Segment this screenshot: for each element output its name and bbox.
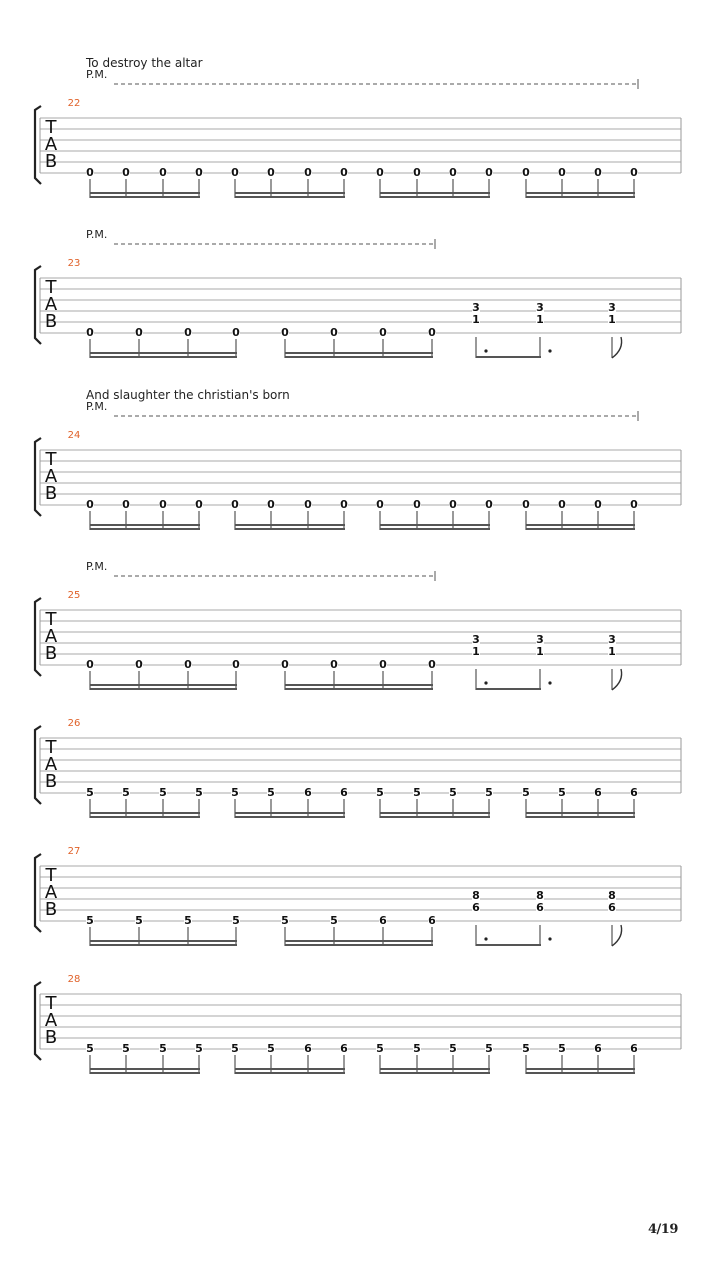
dotted-note-dot (548, 349, 551, 352)
fret-number: 0 (135, 326, 143, 339)
fret-number: 5 (195, 786, 203, 799)
beam-lower (235, 1072, 345, 1074)
fret-number: 5 (330, 914, 338, 927)
fret-number: 5 (376, 786, 384, 799)
fret-number: 5 (231, 786, 239, 799)
fret-number: 0 (330, 326, 338, 339)
beam-upper (90, 1068, 200, 1070)
dotted-note-dot (484, 681, 487, 684)
chord-fret-bottom: 6 (608, 901, 616, 914)
tab-clef-letter: T (45, 117, 57, 138)
fret-number: 5 (522, 1042, 530, 1055)
fret-number: 0 (630, 498, 638, 511)
fret-number: 0 (267, 498, 275, 511)
fret-number: 0 (232, 326, 240, 339)
beam-upper (526, 524, 635, 526)
beam-lower (90, 944, 237, 946)
fret-number: 5 (135, 914, 143, 927)
fret-number: 0 (485, 498, 493, 511)
chord-fret-top: 3 (608, 301, 616, 314)
eighth-note-flag (612, 337, 622, 358)
fret-number: 0 (267, 166, 275, 179)
beam-lower (90, 816, 200, 818)
chord-fret-top: 3 (608, 633, 616, 646)
fret-number: 6 (630, 786, 638, 799)
fret-number: 6 (428, 914, 436, 927)
chord-fret-top: 3 (472, 633, 480, 646)
fret-number: 0 (86, 498, 94, 511)
beam-lower (285, 356, 433, 358)
beam-lower (90, 356, 237, 358)
measure-number: 28 (67, 974, 81, 985)
palm-mute-label: P.M. (86, 400, 108, 413)
page-number: 4/19 (648, 1222, 678, 1237)
fret-number: 5 (281, 914, 289, 927)
beam-upper (285, 940, 433, 942)
fret-number: 5 (159, 786, 167, 799)
chord-beam (476, 688, 541, 690)
tab-clef-letter: B (44, 311, 58, 332)
fret-number: 6 (379, 914, 387, 927)
fret-number: 0 (594, 498, 602, 511)
tab-system (35, 846, 681, 946)
measure-number: 24 (67, 430, 81, 441)
fret-number: 0 (231, 498, 239, 511)
tab-system (35, 411, 681, 530)
beam-lower (235, 528, 345, 530)
fret-number: 0 (135, 658, 143, 671)
dotted-note-dot (548, 937, 551, 940)
beam-lower (90, 688, 237, 690)
fret-number: 0 (195, 166, 203, 179)
fret-number: 0 (485, 166, 493, 179)
tab-clef-letter: A (44, 466, 58, 487)
chord-fret-bottom: 1 (536, 645, 544, 658)
chord-fret-top: 3 (536, 301, 544, 314)
fret-number: 5 (376, 1042, 384, 1055)
beam-upper (285, 352, 433, 354)
fret-number: 5 (267, 786, 275, 799)
fret-number: 0 (558, 166, 566, 179)
tab-clef-letter: B (44, 483, 58, 504)
beam-lower (235, 196, 345, 198)
tab-clef-letter: T (45, 865, 57, 886)
palm-mute-label: P.M. (86, 228, 108, 241)
tab-clef-letter: A (44, 294, 58, 315)
tab-clef-letter: B (44, 643, 58, 664)
fret-number: 0 (340, 498, 348, 511)
fret-number: 6 (340, 1042, 348, 1055)
fret-number: 0 (630, 166, 638, 179)
beam-upper (380, 812, 490, 814)
fret-number: 0 (522, 498, 530, 511)
chord-fret-top: 3 (536, 633, 544, 646)
beam-upper (90, 812, 200, 814)
lyric-text: And slaughter the christian's born (86, 388, 290, 402)
chord-fret-top: 8 (608, 889, 616, 902)
fret-number: 0 (281, 326, 289, 339)
beam-lower (90, 1072, 200, 1074)
fret-number: 0 (86, 166, 94, 179)
fret-number: 0 (232, 658, 240, 671)
chord-fret-bottom: 6 (536, 901, 544, 914)
fret-number: 5 (449, 1042, 457, 1055)
tab-clef-letter: A (44, 134, 58, 155)
beam-lower (90, 196, 200, 198)
fret-number: 5 (86, 786, 94, 799)
tab-clef-letter: B (44, 899, 58, 920)
fret-number: 0 (159, 498, 167, 511)
chord-beam (476, 944, 541, 946)
fret-number: 0 (413, 498, 421, 511)
fret-number: 0 (304, 498, 312, 511)
fret-number: 5 (267, 1042, 275, 1055)
beam-lower (380, 528, 490, 530)
fret-number: 6 (340, 786, 348, 799)
beam-upper (380, 192, 490, 194)
fret-number: 6 (304, 786, 312, 799)
beam-upper (235, 192, 345, 194)
beam-lower (526, 816, 635, 818)
eighth-note-flag (612, 669, 622, 690)
fret-number: 0 (376, 166, 384, 179)
beam-upper (90, 524, 200, 526)
chord-fret-top: 3 (472, 301, 480, 314)
chord-fret-bottom: 1 (608, 313, 616, 326)
tab-clef-letter: B (44, 151, 58, 172)
beam-upper (90, 352, 237, 354)
beam-upper (235, 812, 345, 814)
fret-number: 5 (485, 1042, 493, 1055)
tab-system (35, 571, 681, 690)
beam-lower (235, 816, 345, 818)
eighth-note-flag (612, 925, 622, 946)
tab-system (35, 79, 681, 198)
beam-upper (90, 940, 237, 942)
tab-clef-letter: B (44, 1027, 58, 1048)
tab-clef-letter: T (45, 449, 57, 470)
measure-number: 22 (67, 98, 81, 109)
fret-number: 5 (122, 1042, 130, 1055)
lyric-text: To destroy the altar (86, 56, 203, 70)
fret-number: 5 (86, 914, 94, 927)
beam-lower (526, 196, 635, 198)
fret-number: 5 (122, 786, 130, 799)
fret-number: 6 (594, 786, 602, 799)
fret-number: 0 (340, 166, 348, 179)
chord-fret-bottom: 1 (536, 313, 544, 326)
fret-number: 6 (630, 1042, 638, 1055)
fret-number: 0 (159, 166, 167, 179)
measure-number: 26 (67, 718, 81, 729)
beam-upper (235, 1068, 345, 1070)
tab-clef-letter: A (44, 754, 58, 775)
chord-beam (476, 356, 541, 358)
beam-upper (285, 684, 433, 686)
beam-upper (380, 1068, 490, 1070)
chord-fret-bottom: 6 (472, 901, 480, 914)
fret-number: 0 (379, 658, 387, 671)
beam-upper (380, 524, 490, 526)
fret-number: 6 (594, 1042, 602, 1055)
fret-number: 0 (594, 166, 602, 179)
fret-number: 0 (449, 166, 457, 179)
fret-number: 0 (522, 166, 530, 179)
tab-clef-letter: B (44, 771, 58, 792)
tab-clef-letter: T (45, 609, 57, 630)
palm-mute-label: P.M. (86, 68, 108, 81)
fret-number: 0 (122, 498, 130, 511)
beam-upper (526, 192, 635, 194)
beam-upper (90, 684, 237, 686)
beam-lower (380, 816, 490, 818)
fret-number: 0 (376, 498, 384, 511)
fret-number: 0 (449, 498, 457, 511)
fret-number: 5 (449, 786, 457, 799)
beam-lower (380, 196, 490, 198)
fret-number: 6 (304, 1042, 312, 1055)
tab-clef-letter: T (45, 277, 57, 298)
fret-number: 5 (195, 1042, 203, 1055)
tab-clef-letter: A (44, 1010, 58, 1031)
beam-lower (380, 1072, 490, 1074)
beam-upper (526, 812, 635, 814)
fret-number: 5 (184, 914, 192, 927)
fret-number: 0 (413, 166, 421, 179)
measure-number: 27 (67, 846, 81, 857)
beam-lower (285, 944, 433, 946)
tab-clef-letter: A (44, 882, 58, 903)
fret-number: 0 (184, 658, 192, 671)
fret-number: 0 (304, 166, 312, 179)
fret-number: 0 (428, 658, 436, 671)
fret-number: 5 (413, 1042, 421, 1055)
beam-lower (285, 688, 433, 690)
tab-system (35, 718, 681, 818)
fret-number: 0 (231, 166, 239, 179)
fret-number: 5 (159, 1042, 167, 1055)
fret-number: 0 (281, 658, 289, 671)
tab-system (35, 974, 681, 1074)
dotted-note-dot (484, 349, 487, 352)
measure-number: 25 (67, 590, 81, 601)
fret-number: 5 (232, 914, 240, 927)
fret-number: 0 (86, 326, 94, 339)
fret-number: 5 (413, 786, 421, 799)
fret-number: 5 (231, 1042, 239, 1055)
fret-number: 0 (86, 658, 94, 671)
beam-upper (90, 192, 200, 194)
tab-system (35, 239, 681, 358)
chord-fret-bottom: 1 (608, 645, 616, 658)
fret-number: 5 (86, 1042, 94, 1055)
fret-number: 0 (379, 326, 387, 339)
fret-number: 0 (330, 658, 338, 671)
chord-fret-top: 8 (536, 889, 544, 902)
fret-number: 0 (122, 166, 130, 179)
dotted-note-dot (548, 681, 551, 684)
fret-number: 5 (485, 786, 493, 799)
fret-number: 0 (558, 498, 566, 511)
chord-fret-bottom: 1 (472, 645, 480, 658)
palm-mute-label: P.M. (86, 560, 108, 573)
dotted-note-dot (484, 937, 487, 940)
chord-fret-bottom: 1 (472, 313, 480, 326)
beam-lower (526, 1072, 635, 1074)
tab-clef-letter: T (45, 993, 57, 1014)
beam-upper (526, 1068, 635, 1070)
fret-number: 5 (558, 1042, 566, 1055)
chord-fret-top: 8 (472, 889, 480, 902)
measure-number: 23 (67, 258, 81, 269)
fret-number: 0 (195, 498, 203, 511)
fret-number: 5 (558, 786, 566, 799)
tab-clef-letter: T (45, 737, 57, 758)
beam-lower (90, 528, 200, 530)
tab-clef-letter: A (44, 626, 58, 647)
beam-upper (235, 524, 345, 526)
fret-number: 5 (522, 786, 530, 799)
fret-number: 0 (184, 326, 192, 339)
beam-lower (526, 528, 635, 530)
fret-number: 0 (428, 326, 436, 339)
